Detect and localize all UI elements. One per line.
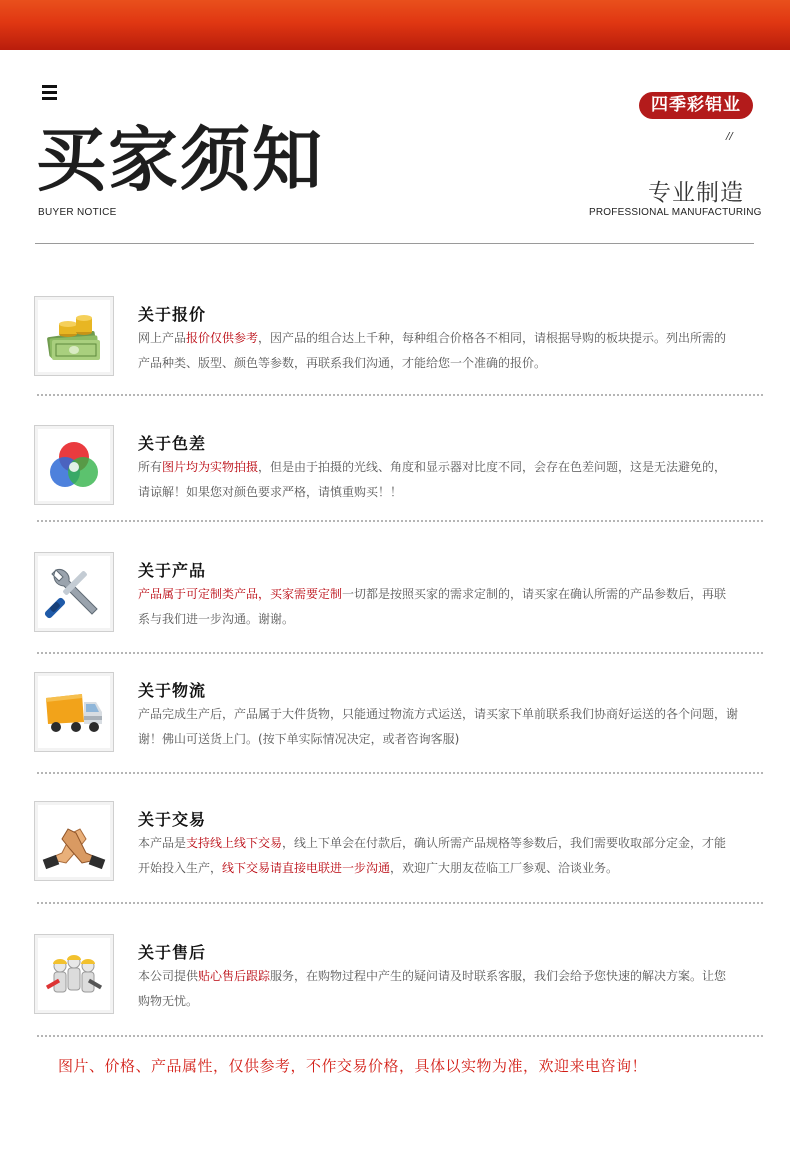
notice-text: [138, 702, 738, 752]
tools-icon: [34, 552, 114, 632]
dotted-divider: [37, 394, 763, 396]
header-divider: [35, 243, 754, 244]
text-segment: 一切都是按照买家的需求定制的，请买家在确认所需的产品参数后，再联系与我们进一步沟通。谢谢。: [138, 587, 727, 626]
notice-text: [138, 326, 738, 376]
dotted-divider: [37, 902, 763, 904]
text-segment: ，因产品的组合达上千种，每种组合价格各不相同，请根据导购的板块提示。列出所需的产品种类、版型、颜色等参数，再联系我们沟通，才能给您一个准确的报价。: [138, 331, 727, 370]
notice-title: 关于产品: [138, 561, 207, 580]
notice-title: 关于交易: [138, 810, 207, 829]
money-icon: [34, 296, 114, 376]
slogan-en: PROFESSIONAL MANUFACTURING: [589, 207, 762, 218]
notice-text: [138, 964, 738, 1014]
highlight-segment: 产品属于可定制类产品，买家需要定制: [138, 587, 343, 601]
dotted-divider: [37, 652, 763, 654]
notice-text: [138, 582, 738, 632]
text-segment: ，但是由于拍摄的光线、角度和显示器对比度不同，会存在色差问题，这是无法避免的，请谅解！如果您对颜色要求严格，请慎重购买！！: [138, 460, 727, 499]
notice-title: 关于物流: [138, 681, 207, 700]
text-segment: 产品完成生产后，产品属于大件货物，只能通过物流方式运送，请买家下单前联系我们协商好运送的各个问题，谢谢！佛山可送货上门。(按下单实际情况决定，或者咨询客服): [138, 707, 739, 746]
highlight-segment: 图片均为实物拍摄: [162, 460, 259, 474]
highlight-segment: 线下交易请直接电联进一步沟通: [222, 861, 391, 875]
highlight-segment: 支持线上线下交易: [186, 836, 283, 850]
text-segment: 本产品是: [138, 836, 187, 850]
highlight-segment: 报价仅供参考: [186, 331, 259, 345]
text-segment: 所有: [138, 460, 163, 474]
highlight-segment: 贴心售后跟踪: [198, 969, 271, 983]
text-segment: ，欢迎广大朋友莅临工厂参观、洽谈业务。: [390, 861, 619, 875]
text-segment: ，线上下单会在付款后，确认所需产品规格等参数后，我们需要收取部分定金，才能开始投入生产，: [138, 836, 727, 875]
workers-icon: [34, 934, 114, 1014]
notice-text: [138, 831, 738, 881]
notice-title: 关于报价: [138, 305, 207, 324]
page-title: 买家须知: [36, 119, 324, 201]
notice-text: [138, 455, 738, 505]
notice-title: 关于售后: [138, 943, 207, 962]
top-banner: [0, 0, 790, 50]
text-segment: 本公司提供: [138, 969, 199, 983]
dotted-divider: [37, 772, 763, 774]
dotted-divider: [37, 520, 763, 522]
truck-icon: [34, 672, 114, 752]
brand-badge: 四季彩铝业: [639, 92, 753, 119]
dotted-divider: [37, 1035, 763, 1037]
footer-disclaimer: 图片、价格、产品属性，仅供参考，不作交易价格，具体以实物为准，欢迎来电咨询！: [58, 1057, 648, 1075]
color-circles-icon: [34, 425, 114, 505]
text-segment: 服务，在购物过程中产生的疑问请及时联系客服，我们会给予您快速的解决方案。让您购物无忧。: [138, 969, 727, 1008]
text-segment: 网上产品: [138, 331, 187, 345]
handshake-icon: [34, 801, 114, 881]
slogan: 专业制造: [648, 180, 744, 206]
menu-icon[interactable]: [42, 85, 58, 101]
page-title-en: BUYER NOTICE: [38, 207, 117, 218]
decorative-slashes: //: [726, 131, 733, 142]
notice-title: 关于色差: [138, 434, 207, 453]
